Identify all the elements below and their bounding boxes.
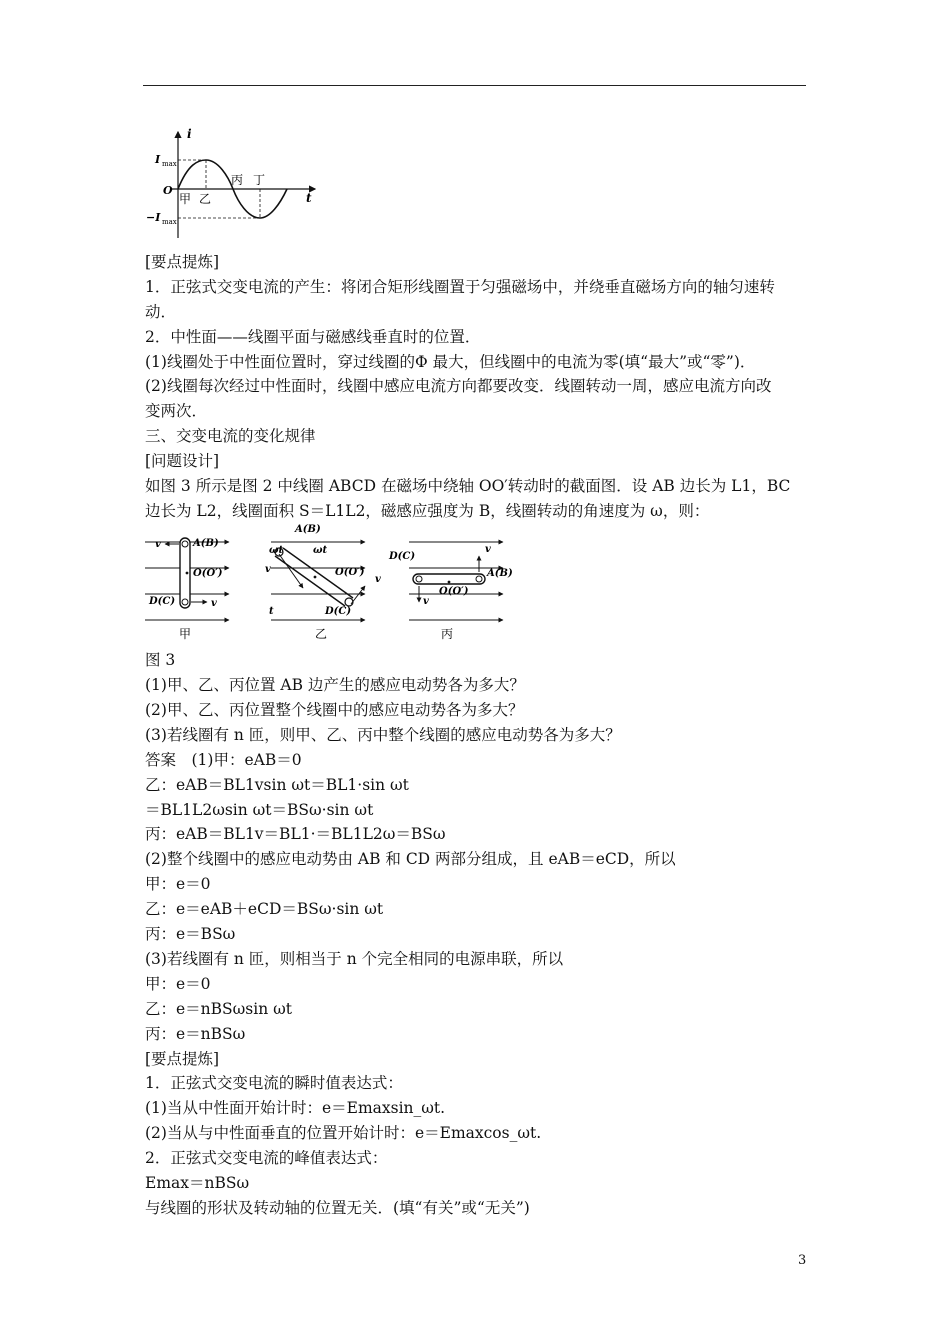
yi-t: t — [269, 606, 274, 617]
text-line: 乙：e＝nBSωsin ωt — [145, 999, 292, 1018]
yi-wt1: ωt — [269, 545, 284, 556]
yi-v1: v — [265, 564, 271, 575]
jia-v-bottom: v — [211, 598, 217, 609]
bing-label: 丙 — [231, 173, 244, 187]
text-line: 甲：e＝0 — [145, 974, 211, 993]
neg-imax-sub: max — [162, 218, 177, 226]
text-line: 边长为 L2，线圈面积 S＝L1L2，磁感应强度为 B，线圈转动的角速度为 ω，则： — [145, 501, 710, 520]
text-line: 1．正弦式交变电流的瞬时值表达式： — [145, 1074, 403, 1093]
text-line: 答案 (1)甲：eAB＝0 — [145, 750, 302, 769]
text-line: 2．中性面——线圈平面与磁感线垂直时的位置． — [145, 327, 481, 346]
yi-dc: D(C) — [325, 606, 352, 617]
ding-label: 丁 — [253, 173, 266, 187]
bing-v-bottom: v — [423, 596, 429, 607]
text-line: (1)当从中性面开始计时：e＝Emaxsin_ωt. — [145, 1099, 446, 1118]
jia-label: 甲 — [179, 192, 192, 206]
bing-dc: D(C) — [389, 551, 416, 562]
imax-sub: max — [162, 160, 177, 168]
jia-dc: D(C) — [149, 596, 176, 607]
bing-oo: O(O′) — [439, 586, 469, 597]
figure-space — [145, 598, 810, 623]
yi-caption: 乙 — [315, 627, 328, 641]
text-line: (2)整个线圈中的感应电动势由 AB 和 CD 两部分组成，且 eAB＝eCD，所以 — [145, 850, 676, 869]
text-line: 三、交变电流的变化规律 — [145, 427, 316, 446]
text-line: [问题设计] — [145, 452, 220, 471]
text-line: 丙：e＝nBSω — [145, 1024, 246, 1043]
bing-v-top: v — [485, 544, 491, 555]
imax-label: I — [155, 153, 161, 166]
text-line: 甲：e＝0 — [145, 875, 211, 894]
text-line: 1．正弦式交变电流的产生：将闭合矩形线圈置于匀强磁场中，并绕垂直磁场方向的轴匀速转 — [145, 277, 775, 296]
text-line: 丙：eAB＝BL1v＝BL1·＝BL1L2ω＝BSω — [145, 825, 446, 844]
jia-v-top: v — [155, 539, 161, 550]
text-line: (2)甲、乙、丙位置整个线圈中的感应电动势各为多大？ — [145, 701, 524, 720]
body-text — [145, 250, 810, 1221]
jia-ab: A(B) — [193, 538, 219, 549]
jia-caption: 甲 — [179, 627, 192, 641]
text-line: 丙：e＝BSω — [145, 925, 236, 944]
figure-space — [145, 574, 810, 599]
figure-space — [145, 549, 810, 574]
figure-caption: 图 3 — [145, 651, 176, 670]
axis-t-label: t — [306, 191, 312, 205]
bing-caption: 丙 — [441, 627, 454, 641]
sine-current-figure — [143, 126, 328, 244]
axis-i-label: i — [187, 127, 192, 141]
yi-ab: A(B) — [295, 524, 321, 535]
text-line: [要点提炼] — [145, 1049, 220, 1068]
text-line: Emax＝nBSω — [145, 1173, 250, 1192]
page-number: 3 — [798, 1253, 807, 1268]
neg-imax-label: −I — [146, 211, 161, 224]
figure-space — [145, 623, 810, 648]
text-line: 乙：eAB＝BL1vsin ωt＝BL1·sin ωt — [145, 775, 409, 794]
text-line: [要点提炼] — [145, 253, 220, 271]
text-line: 变两次． — [145, 402, 208, 421]
text-line: 动． — [145, 302, 177, 321]
yi-label: 乙 — [199, 192, 212, 206]
text-line: 与线圈的形状及转动轴的位置无关．(填“有关”或“无关”) — [145, 1198, 530, 1217]
text-line: 2．正弦式交变电流的峰值表达式： — [145, 1149, 388, 1168]
yi-v2: v — [375, 574, 381, 585]
origin-label: O — [163, 184, 173, 197]
text-line: (2)线圈每次经过中性面时，线圈中感应电流方向都要改变．线圈转动一周，感应电流方向改 — [145, 377, 772, 396]
yi-wt2: ωt — [313, 545, 328, 556]
figure-space — [145, 524, 810, 549]
text-line: (1)线圈处于中性面位置时，穿过线圈的Φ 最大，但线圈中的电流为零(填“最大”或“零”)． — [145, 352, 756, 371]
text-line: 如图 3 所示是图 2 中线圈 ABCD 在磁场中绕轴 OO′转动时的截面图．设 AB 边长为 L1，BC — [145, 477, 791, 496]
bing-ab: A(B) — [487, 568, 513, 579]
text-line: ＝BL1L2ωsin ωt＝BSω·sin ωt — [145, 800, 374, 819]
yi-oo: O(O′) — [335, 567, 365, 578]
jia-oo: O(O′) — [193, 568, 223, 579]
text-line: (3)若线圈有 n 匝，则甲、乙、丙中整个线圈的感应电动势各为多大？ — [145, 725, 621, 744]
text-line: (1)甲、乙、丙位置 AB 边产生的感应电动势各为多大？ — [145, 676, 525, 695]
header-rule — [143, 85, 806, 86]
text-line: (2)当从与中性面垂直的位置开始计时：e＝Emaxcos_ωt. — [145, 1124, 542, 1143]
text-line: 乙：e＝eAB＋eCD＝BSω·sin ωt — [145, 900, 384, 919]
text-line: (3)若线圈有 n 匝，则相当于 n 个完全相同的电源串联，所以 — [145, 949, 564, 968]
